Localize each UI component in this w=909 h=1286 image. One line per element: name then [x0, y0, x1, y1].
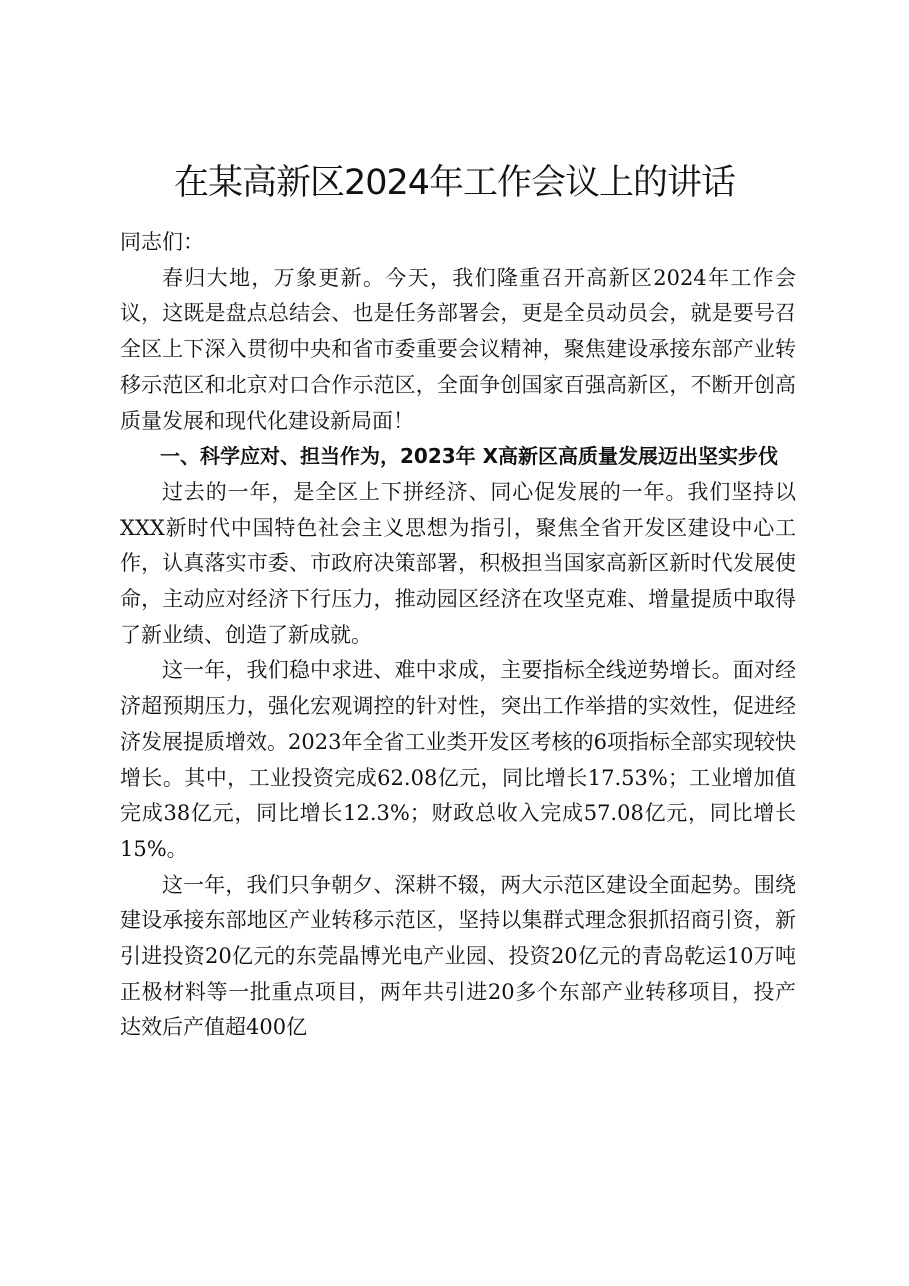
- greeting-line: 同志们：: [120, 230, 204, 254]
- document-body: [120, 225, 796, 1046]
- paragraph-past-year: 过去的一年，是全区上下拼经济、同心促发展的一年。我们坚持以XXX新时代中国特色社会主义思想为指引，聚焦全省开发区建设中心工作，认真落实市委、市政府决策部署，积极担当国家高新区新时代发展使命，主动应对经济下行压力，推动园区经济在攻坚克难、增量提质中取得了新业绩、创造了新成就。: [120, 479, 796, 647]
- paragraph-demonstration-zones: 这一年，我们只争朝夕、深耕不辍，两大示范区建设全面起势。围绕建设承接东部地区产业转移示范区，坚持以集群式理念狠抓招商引资，新引进投资20亿元的东莞晶博光电产业园、投资20亿元的青岛乾运10万吨正极材料等一批重点项目，两年共引进20多个东部产业转移项目，投产达效后产值超400亿: [120, 872, 796, 1040]
- section-heading-1: 一、科学应对、担当作为，2023年 X高新区高质量发展迈出坚实步伐: [160, 444, 779, 469]
- document-title: 在某高新区2024年工作会议上的讲话: [173, 163, 736, 203]
- paragraph-indicators: 这一年，我们稳中求进、难中求成，主要指标全线逆势增长。面对经济超预期压力，强化宏观调控的针对性，突出工作举措的实效性，促进经济发展提质增效。2023年全省工业类开发区考核的6项指标全部实现较快增长。其中，工业投资完成62.08亿元，同比增长17.53%；工业增加值完成38亿元，同比增长12.3%；财政总收入完成57.08亿元，同比增长15%。: [120, 658, 796, 861]
- paragraph-opening: 春归大地，万象更新。今天，我们隆重召开高新区2024年工作会议，这既是盘点总结会、也是任务部署会，更是全员动员会，就是要号召全区上下深入贯彻中央和省市委重要会议精神，聚焦建设承接东部产业转移示范区和北京对口合作示范区，全面争创国家百强高新区，不断开创高质量发展和现代化建设新局面！: [120, 265, 796, 433]
